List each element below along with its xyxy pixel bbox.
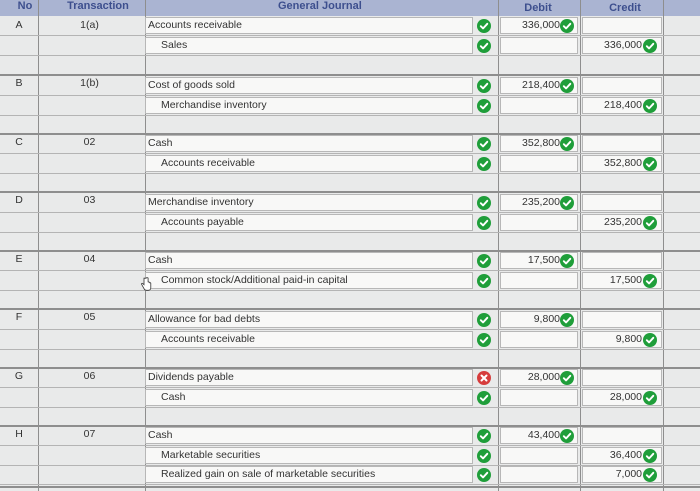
check-circle-icon <box>477 391 491 405</box>
check-circle-icon <box>477 468 491 482</box>
line-separator <box>0 349 700 350</box>
check-circle-icon <box>477 196 491 210</box>
line-separator <box>0 212 700 213</box>
table-bottom-line <box>0 486 700 488</box>
check-circle-icon <box>477 216 491 230</box>
line-separator <box>0 387 700 388</box>
entry-transaction: 1(b) <box>80 77 99 89</box>
credit-field[interactable] <box>582 77 662 94</box>
account-name: Common stock/Additional paid-in capital <box>161 274 348 286</box>
debit-amount: 218,400 <box>522 79 560 91</box>
debit-field[interactable] <box>500 389 578 406</box>
check-circle-icon <box>477 313 491 327</box>
check-circle-icon <box>560 371 574 385</box>
debit-amount: 9,800 <box>533 313 560 325</box>
debit-field[interactable] <box>500 97 578 114</box>
header-general-journal: General Journal <box>278 0 362 12</box>
debit-field[interactable] <box>500 447 578 464</box>
credit-field[interactable] <box>582 311 662 328</box>
entry-letter: H <box>15 428 23 440</box>
check-circle-icon <box>560 429 574 443</box>
entry-letter: B <box>15 77 23 89</box>
entry-letter: E <box>15 253 23 265</box>
account-field[interactable] <box>145 252 473 269</box>
account-name: Dividends payable <box>148 371 234 383</box>
credit-amount: 9,800 <box>615 333 642 345</box>
debit-field[interactable] <box>500 155 578 172</box>
account-name: Cash <box>161 391 186 403</box>
check-circle-icon <box>477 449 491 463</box>
line-separator <box>0 407 700 408</box>
account-field[interactable] <box>145 37 473 54</box>
account-name: Allowance for bad debts <box>148 313 261 325</box>
credit-amount: 28,000 <box>609 391 642 403</box>
x-circle-icon <box>477 371 491 385</box>
debit-field[interactable] <box>500 214 578 231</box>
account-name: Cash <box>148 429 173 441</box>
credit-field[interactable] <box>582 369 662 386</box>
debit-amount: 28,000 <box>527 371 560 383</box>
entry-transaction: 02 <box>83 136 96 148</box>
line-separator <box>0 153 700 154</box>
check-circle-icon <box>477 333 491 347</box>
credit-amount: 235,200 <box>604 216 642 228</box>
entry-letter: F <box>15 311 23 323</box>
account-field[interactable] <box>145 389 473 406</box>
check-circle-icon <box>643 157 657 171</box>
check-circle-icon <box>643 274 657 288</box>
account-name: Sales <box>161 39 188 51</box>
account-name: Accounts receivable <box>161 333 255 345</box>
header-debit: Debit <box>524 2 552 14</box>
check-circle-icon <box>643 39 657 53</box>
entry-letter: A <box>15 19 23 31</box>
header-transaction: Transaction <box>67 0 129 12</box>
check-circle-icon <box>560 79 574 93</box>
credit-amount: 36,400 <box>609 449 642 461</box>
line-separator <box>0 290 700 291</box>
check-circle-icon <box>477 254 491 268</box>
check-circle-icon <box>477 99 491 113</box>
check-circle-icon <box>477 429 491 443</box>
line-separator <box>0 35 700 36</box>
line-separator <box>0 232 700 233</box>
entry-letter: G <box>14 370 24 382</box>
check-circle-icon <box>643 468 657 482</box>
debit-field[interactable] <box>500 37 578 54</box>
entry-transaction: 04 <box>83 253 96 265</box>
account-name: Cash <box>148 254 173 266</box>
line-separator <box>0 445 700 446</box>
check-circle-icon <box>560 313 574 327</box>
check-circle-icon <box>560 196 574 210</box>
check-circle-icon <box>477 274 491 288</box>
check-circle-icon <box>477 137 491 151</box>
account-name: Accounts receivable <box>161 157 255 169</box>
entry-transaction: 05 <box>83 311 96 323</box>
credit-field[interactable] <box>582 252 662 269</box>
header-credit: Credit <box>609 2 641 14</box>
line-separator <box>0 270 700 271</box>
check-circle-icon <box>560 254 574 268</box>
entry-transaction: 07 <box>83 428 96 440</box>
account-name: Realized gain on sale of marketable securities <box>161 468 376 480</box>
account-name: Cash <box>148 137 173 149</box>
account-name: Cost of goods sold <box>148 79 235 91</box>
entry-transaction: 03 <box>83 194 96 206</box>
account-name: Merchandise inventory <box>148 196 254 208</box>
account-field[interactable] <box>145 427 473 444</box>
credit-amount: 218,400 <box>604 99 642 111</box>
credit-amount: 336,000 <box>604 39 642 51</box>
line-separator <box>0 95 700 96</box>
debit-field[interactable] <box>500 466 578 483</box>
account-name: Merchandise inventory <box>161 99 267 111</box>
line-separator <box>0 173 700 174</box>
debit-amount: 235,200 <box>522 196 560 208</box>
credit-amount: 352,800 <box>604 157 642 169</box>
check-circle-icon <box>643 99 657 113</box>
credit-field[interactable] <box>582 17 662 34</box>
entry-letter: D <box>15 194 23 206</box>
account-name: Marketable securities <box>161 449 261 461</box>
debit-field[interactable] <box>500 272 578 289</box>
credit-amount: 17,500 <box>609 274 642 286</box>
account-name: Accounts payable <box>161 216 244 228</box>
line-separator <box>0 484 700 485</box>
debit-amount: 336,000 <box>522 19 560 31</box>
check-circle-icon <box>643 391 657 405</box>
check-circle-icon <box>643 449 657 463</box>
line-separator <box>0 115 700 116</box>
credit-field[interactable] <box>582 427 662 444</box>
account-name: Accounts receivable <box>148 19 242 31</box>
check-circle-icon <box>477 39 491 53</box>
line-separator <box>0 329 700 330</box>
check-circle-icon <box>560 19 574 33</box>
account-field[interactable] <box>145 135 473 152</box>
header-no: No <box>17 0 33 12</box>
credit-amount: 7,000 <box>615 468 642 480</box>
hand-pointer-icon <box>140 277 152 291</box>
line-separator <box>0 55 700 56</box>
debit-amount: 43,400 <box>527 429 560 441</box>
check-circle-icon <box>477 157 491 171</box>
credit-field[interactable] <box>582 194 662 211</box>
debit-amount: 17,500 <box>527 254 560 266</box>
entry-transaction: 1(a) <box>80 19 99 31</box>
check-circle-icon <box>560 137 574 151</box>
debit-field[interactable] <box>500 331 578 348</box>
check-circle-icon <box>477 79 491 93</box>
check-circle-icon <box>643 216 657 230</box>
check-circle-icon <box>477 19 491 33</box>
check-circle-icon <box>643 333 657 347</box>
credit-field[interactable] <box>582 135 662 152</box>
entry-transaction: 06 <box>83 370 96 382</box>
debit-amount: 352,800 <box>522 137 560 149</box>
entry-letter: C <box>15 136 23 148</box>
